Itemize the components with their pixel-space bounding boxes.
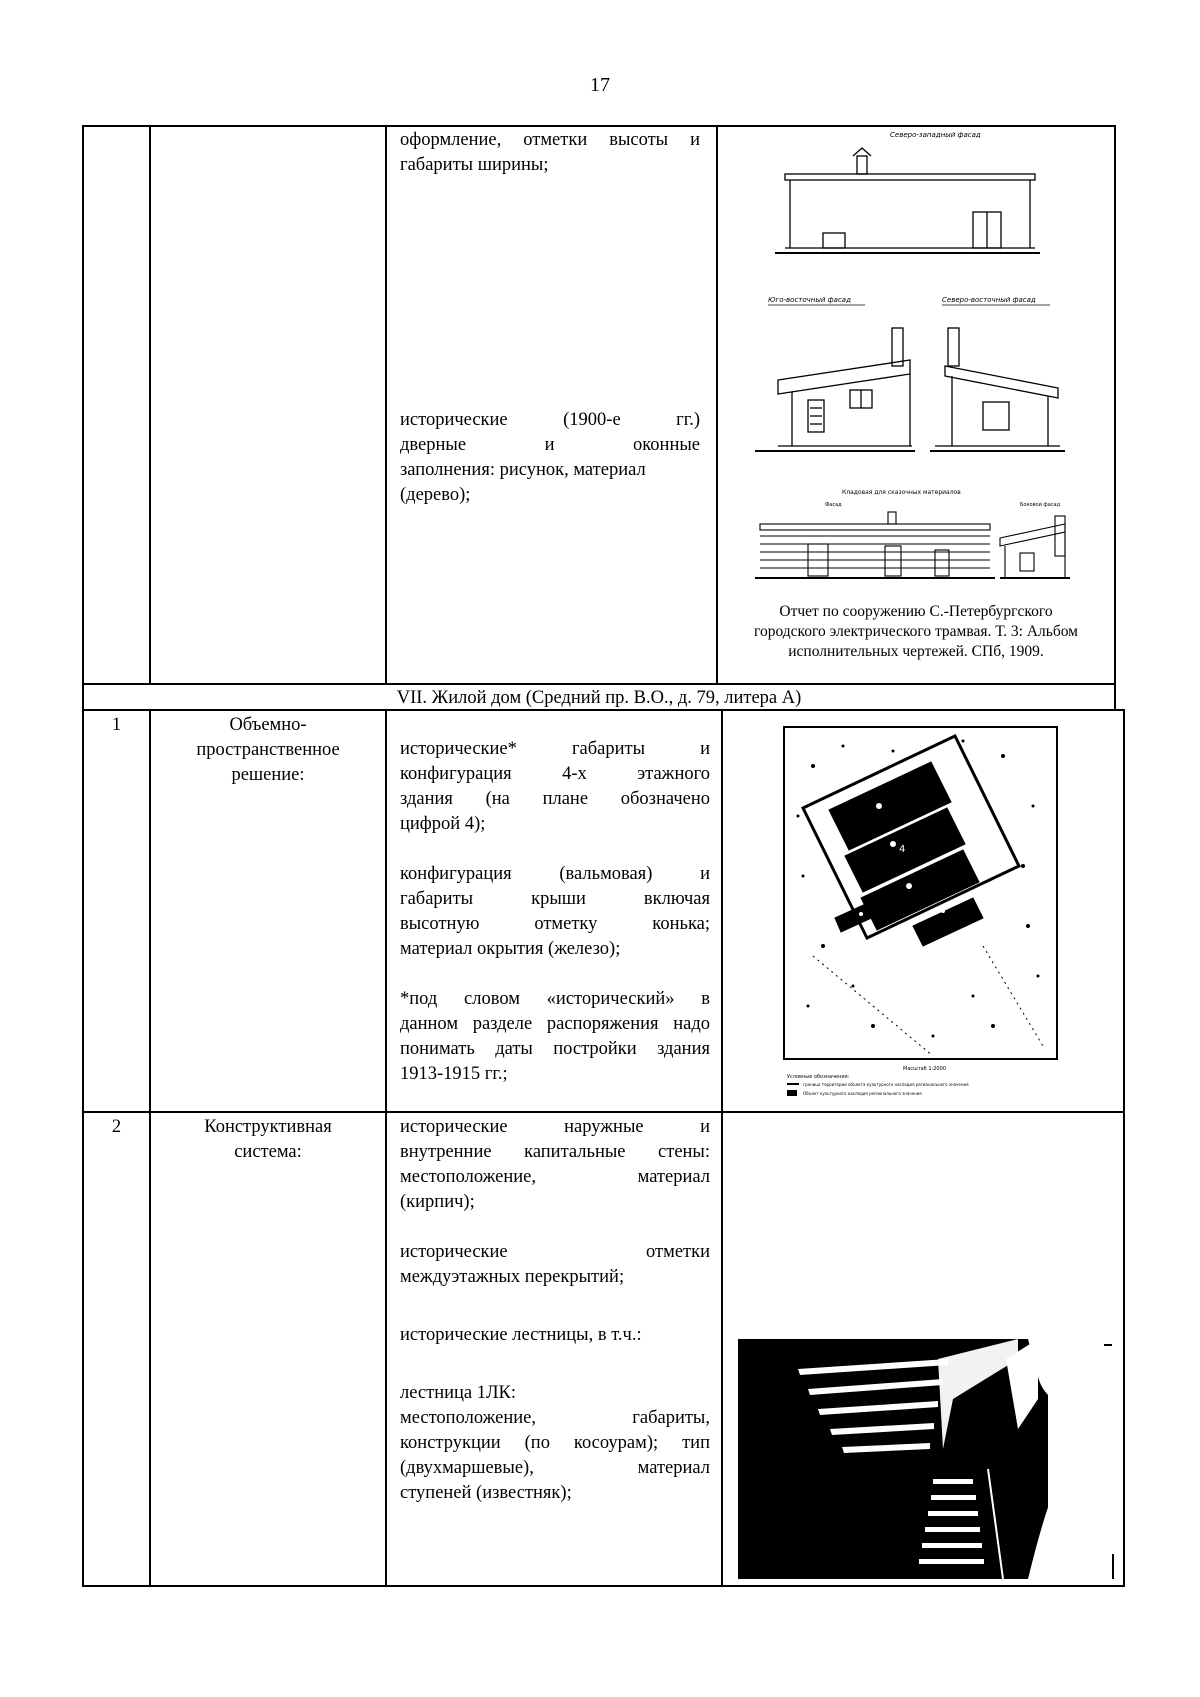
row-1-name: Объемно- пространственное решение: xyxy=(196,715,340,785)
plan-scale: Масштаб 1:2000 xyxy=(903,1066,946,1072)
facade-label-ne: Северо-восточный фасад xyxy=(942,296,1036,304)
top-row-text-1: оформление, отметки высоты и габариты ширины; xyxy=(400,130,700,175)
staircase-photo xyxy=(738,1339,1118,1579)
page-number: 17 xyxy=(590,74,610,96)
album-facade-label: Фасад xyxy=(825,502,842,508)
facade-label-se: Юго-восточный фасад xyxy=(768,296,851,304)
drawings-caption: Отчет по сооружению С.-Петербургского городского электрического трамвая. Т. 3: Альбом исполнительных чертежей. СПб, 1909. xyxy=(753,603,1078,660)
plan-legend-title: Условные обозначения: xyxy=(787,1074,850,1080)
album-title: Кладовая для сказочных материалов xyxy=(842,489,961,496)
site-plan-image xyxy=(783,726,1058,1106)
plan-legend-1: граница территории объекта культурного наследия регионального значения xyxy=(803,1082,969,1087)
row-1-description: исторические* габариты и конфигурация 4-х этажного здания (на плане обозначено цифрой 4); конфигурация (вальмовая) и габариты крыши включая высотную отметку конька; материал окрытия (железо); *под словом «исторический» в данном разделе распоряжения надо понимать даты постройки здания 1913-1915 гг.; xyxy=(400,739,710,1084)
row-2-name: Конструктивная система: xyxy=(204,1117,332,1162)
row-2-description: исторические наружные и внутренние капитальные стены: местоположение, материал (кирпич); исторические отметки междуэтажных перекрытий; исторические лестницы, в т.ч.: лестница 1ЛК: местоположение, габариты, конструкции (по косоурам); тип (двухмаршевые), материал ступеней (известняк); xyxy=(400,1117,710,1503)
facade-label-nw: Северо-западный фасад xyxy=(890,131,981,139)
plan-legend-2: Объект культурного наследия регионального значения xyxy=(803,1091,922,1096)
row-1-number: 1 xyxy=(111,715,122,735)
row-2-number: 2 xyxy=(111,1117,122,1137)
plan-building-mark: 4 xyxy=(899,844,906,855)
album-side-facade-label: Боковой фасад xyxy=(1020,502,1061,508)
facade-drawings xyxy=(730,128,1110,598)
section-title: VII. Жилой дом (Средний пр. В.О., д. 79, литера А) xyxy=(396,688,802,708)
top-row-text-2: исторические (1900-е гг.) дверные и оконные заполнения: рисунок, материал (дерево); xyxy=(400,410,700,505)
